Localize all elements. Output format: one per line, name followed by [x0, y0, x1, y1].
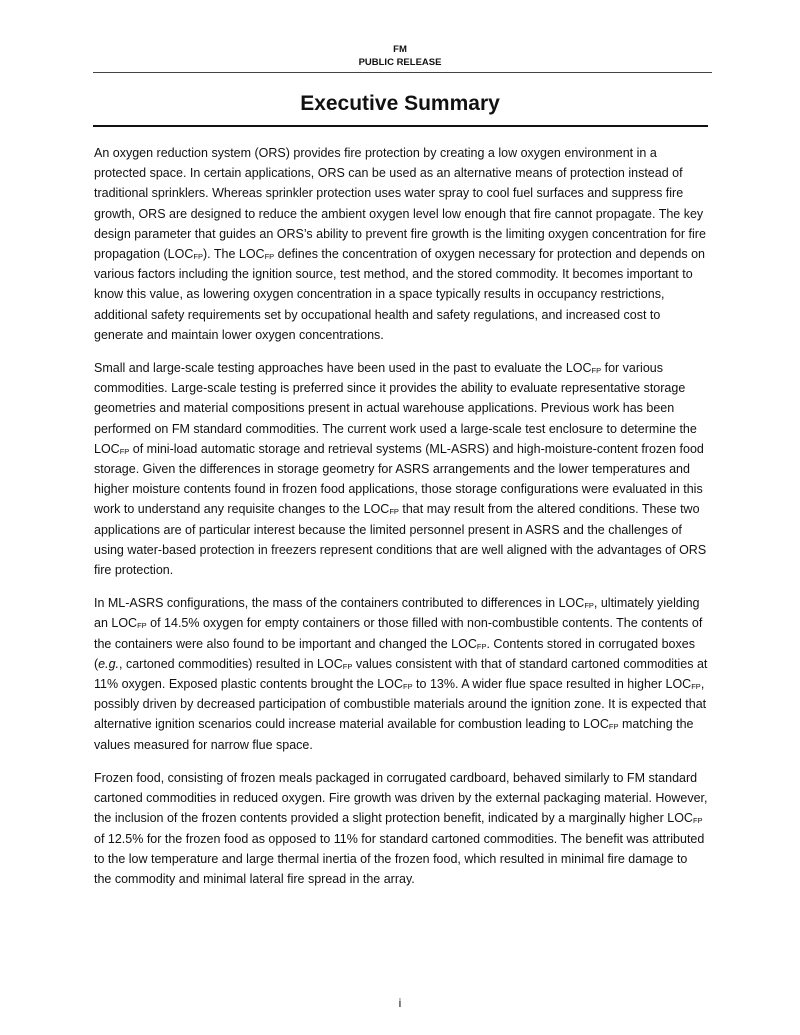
paragraph-1: An oxygen reduction system (ORS) provides fire protection by creating a low oxygen environment in a protected space. In certain applications, ORS can be used as an alternative means of protection instead of traditional sprinklers. Whereas sprinkler protection uses water spray to cool fuel surfaces and suppress fire growth, ORS are designed to reduce the ambient oxygen level low enough that fire cannot propagate. The key design parameter that guides an ORS’s ability to prevent fire growth is the limiting oxygen concentration for fire propagation $(LOC_{FP})$. The $LOC_{FP}$ defines the concentration of oxygen necessary for protection and depends on various factors including the ignition source, test method, and the stored commodity. It becomes important to know this value, as lowering oxygen concentration in a space typically results in occupancy restrictions, additional safety requirements set by occupational health and safety regulations, and increased cost to generate and maintain lower oxygen concentrations.: [94, 146, 706, 342]
header-line-release: PUBLIC RELEASE: [358, 57, 442, 68]
page-title: Executive Summary: [300, 92, 500, 115]
paragraph-3: In ML-ASRS configurations, the mass of the containers contributed to differences in $LOC_{FP}$, ultimately yielding an $LOC_{FP}$ of 14.5% oxygen for empty containers or those filled with non-combustible contents. The contents of the containers were also found to be important and changed the $LOC_{FP}$. Contents stored in corrugated boxes (e.g., cartoned commodities) resulted in $LOC_{FP}$ values consistent with that of standard cartoned commodities at 11% oxygen. Exposed plastic contents brought the $LOC_{FP}$ to 13%. A wider flue space resulted in higher $LOC_{FP}$, possibly driven by decreased participation of combustible materials around the ignition zone. It is expected that alternative ignition scenarios could increase material available for combustion leading to $LOC_{FP}$ matching the values measured for narrow flue space.: [94, 596, 708, 752]
page-number: i: [398, 996, 402, 1010]
title-divider: [93, 125, 708, 127]
paragraph-2: Small and large-scale testing approaches have been used in the past to evaluate the $LOC_{FP}$ for various commodities. Large-scale testing is preferred since it provides the ability to evaluate representative storage geometries and material compositions present in actual warehouse applications. Previous work has been performed on FM standard commodities. The current work used a large-scale test enclosure to determine the $LOC_{FP}$ of mini-load automatic storage and retrieval systems (ML-ASRS) and high-moisture-content frozen food storage. Given the differences in storage geometry for ASRS arrangements and the lower temperatures and higher moisture contents found in frozen food applications, those storage configurations were evaluated in this work to understand any requisite changes to the $LOC_{FP}$ that may result from the altered conditions. These two applications are of particular interest because the limited personnel present in ASRS and the challenges of using water-based protection in freezers represent conditions that are well aligned with the advantages of ORS fire protection.: [94, 361, 707, 578]
document-body: [94, 143, 708, 902]
page-header: [0, 43, 800, 69]
paragraph-4: Frozen food, consisting of frozen meals packaged in corrugated cardboard, behaved similarly to FM standard cartoned commodities in reduced oxygen. Fire growth was driven by the external packaging material. However, the inclusion of the frozen contents provided a slight protection benefit, indicated by a marginally higher $LOC_{FP}$ of 12.5% for the frozen food as opposed to 11% for standard cartoned commodities. The benefit was attributed to the low temperature and large thermal inertia of the frozen food, which resulted in minimal fire damage to the commodity and minimal lateral fire spread in the array.: [94, 770, 708, 886]
header-line-fm: FM: [393, 44, 407, 55]
header-divider: [93, 72, 712, 73]
